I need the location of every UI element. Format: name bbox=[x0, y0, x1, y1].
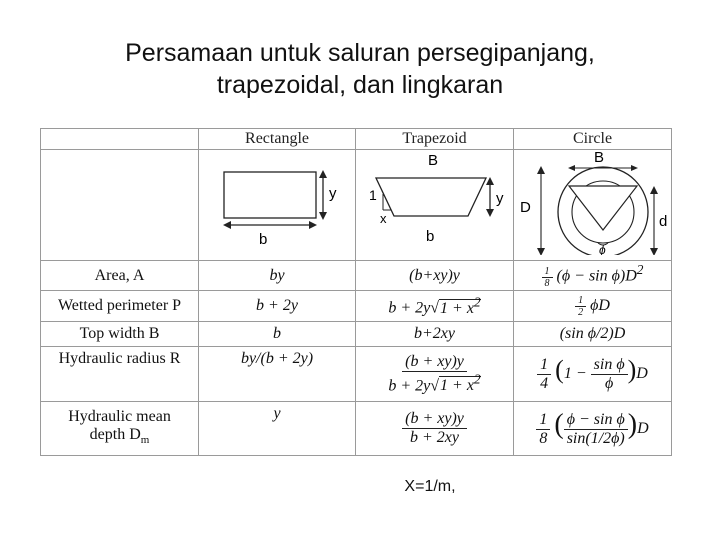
top-rectangle: b bbox=[199, 322, 356, 347]
circ-D-arrowhead-top bbox=[537, 166, 545, 174]
hm-trapezoid bbox=[356, 402, 514, 456]
header-rectangle: Rectangle bbox=[199, 129, 356, 150]
header-trapezoid: Trapezoid bbox=[356, 129, 514, 150]
row-label-perimeter: Wetted perimeter P bbox=[41, 291, 199, 322]
area-circ-num: 1 bbox=[542, 266, 553, 278]
perim-trap-lhs: b + 2y bbox=[388, 299, 431, 317]
rectangle-diagram-cell bbox=[199, 150, 356, 261]
hm-circ-fd: sin(1/2ϕ) bbox=[566, 429, 625, 447]
shape-row bbox=[41, 150, 672, 261]
row-hydraulic-radius bbox=[41, 347, 672, 402]
trap-x-label: x bbox=[380, 211, 387, 226]
row-area bbox=[41, 261, 672, 291]
rect-b-label: b bbox=[259, 231, 268, 248]
hm-label-line1: Hydraulic mean bbox=[68, 407, 171, 425]
hr-trap-num: (b + xy)y bbox=[402, 353, 467, 372]
circ-phi-label: ϕ bbox=[599, 243, 606, 255]
trap-y-label: y bbox=[496, 190, 504, 207]
trap-y-arrowhead-bottom bbox=[486, 209, 494, 217]
hm-label-line2: depth D bbox=[89, 425, 141, 443]
top-circle: (sin ϕ/2)D bbox=[514, 322, 672, 347]
circ-B-arrowhead-left bbox=[568, 165, 575, 171]
rect-b-arrowhead-left bbox=[223, 221, 231, 229]
perim-circle bbox=[514, 291, 672, 322]
circ-B-arrowhead-right bbox=[631, 165, 638, 171]
hr-circ-den: 4 bbox=[540, 374, 549, 392]
hm-circle: $\frac{1}{8}$ ( $\frac{\text{ϕ − sin ϕ}}{\sin(1/2\phi)}$ )D bbox=[514, 402, 672, 456]
perim-trapezoid: $b + 2y√1 + x^2$ bbox=[356, 291, 514, 322]
shape-empty bbox=[41, 150, 199, 261]
trap-B-label: B bbox=[428, 152, 439, 169]
trap-1-label: 1 bbox=[369, 187, 377, 203]
rect-y-arrowhead-top bbox=[319, 170, 327, 178]
row-label-top-width: Top width B bbox=[41, 322, 199, 347]
hr-trap-den-lhs: b + 2y bbox=[388, 377, 431, 395]
hr-rectangle: by/(b + 2y) bbox=[199, 347, 356, 402]
hm-circ-den: 8 bbox=[539, 429, 548, 447]
circ-D-label: D bbox=[520, 199, 531, 216]
row-top-width bbox=[41, 322, 672, 347]
rect-y-label: y bbox=[329, 185, 337, 202]
circ-B-label: B bbox=[594, 150, 605, 166]
circ-D-arrowhead-bottom bbox=[537, 248, 545, 255]
trapezoid-diagram-cell bbox=[356, 150, 514, 261]
hr-trapezoid: $\frac{(b + xy)y}{b + 2y√1 + x^2}$ bbox=[356, 347, 514, 402]
rect-y-arrowhead-bottom bbox=[319, 212, 327, 220]
perim-trap-exp: 2 bbox=[473, 294, 481, 310]
perim-rectangle: b + 2y bbox=[199, 291, 356, 322]
hm-circ-num: 1 bbox=[536, 411, 550, 430]
header-empty bbox=[41, 129, 199, 150]
header-row bbox=[41, 129, 672, 150]
row-hydraulic-mean-depth bbox=[41, 402, 672, 456]
hr-circ-fd: ϕ bbox=[604, 374, 614, 392]
perim-circ-body: ϕD bbox=[590, 296, 610, 314]
hr-circ-num: 1 bbox=[537, 356, 551, 375]
hr-circ-mid: 1 − bbox=[563, 365, 587, 383]
hr-circle: $\frac{1}{4}$ (1 − $\frac{\text{sin ϕ}}{\phi}$ )D bbox=[514, 347, 672, 402]
hm-circ-tail: D bbox=[637, 420, 649, 438]
circle-diagram-cell bbox=[514, 150, 672, 261]
trap-y-arrowhead-top bbox=[486, 177, 494, 185]
hm-rectangle: y bbox=[199, 402, 356, 456]
equations-table bbox=[40, 128, 672, 456]
area-trapezoid: (b+xy)y bbox=[356, 261, 514, 291]
trapezoid-shape bbox=[376, 178, 486, 216]
row-label-hydraulic-radius: Hydraulic radius R bbox=[41, 347, 199, 402]
hm-trap-den: b + 2xy bbox=[409, 429, 459, 446]
top-trapezoid: b+2xy bbox=[356, 322, 514, 347]
perim-circ-den: 2 bbox=[578, 306, 584, 318]
area-rectangle: by bbox=[199, 261, 356, 291]
hm-label-sub: m bbox=[140, 434, 150, 447]
page-title-line-2: trapezoidal, dan lingkaran bbox=[216, 71, 504, 99]
header-circle: Circle bbox=[514, 129, 672, 150]
trap-b-label: b bbox=[426, 228, 435, 245]
row-perimeter bbox=[41, 291, 672, 322]
hm-trap-num: (b + xy)y bbox=[402, 410, 467, 429]
perim-trap-rad: 1 + x bbox=[440, 299, 474, 317]
rect-b-arrowhead-right bbox=[309, 221, 317, 229]
page-title-line-1: Persamaan untuk saluran persegipanjang, bbox=[125, 39, 595, 67]
circle-diagram bbox=[514, 150, 672, 255]
perim-circ-num: 1 bbox=[575, 295, 586, 307]
hr-trap-den-exp: 2 bbox=[473, 371, 481, 387]
area-circ-body: (ϕ − sin ϕ)D bbox=[556, 267, 637, 285]
row-label-area: Area, A bbox=[41, 261, 199, 291]
area-circ-den: 8 bbox=[544, 277, 550, 289]
hr-trap-den-rad: 1 + x bbox=[440, 377, 474, 395]
circ-d-arrowhead-top bbox=[650, 186, 658, 194]
rectangle-shape bbox=[224, 172, 316, 218]
circ-d-arrowhead-bottom bbox=[650, 248, 658, 255]
hr-circ-fn: sin ϕ bbox=[591, 356, 628, 375]
circ-d-label: d bbox=[659, 213, 668, 230]
area-circle bbox=[514, 261, 672, 291]
trapezoid-diagram bbox=[356, 150, 514, 255]
footnote: X=1/m, bbox=[404, 478, 456, 495]
circle-wedge bbox=[569, 186, 637, 230]
area-circ-exp: 2 bbox=[636, 262, 644, 278]
hr-circ-tail: D bbox=[636, 365, 648, 383]
rectangle-diagram bbox=[199, 150, 356, 255]
hm-circ-fn: ϕ − sin ϕ bbox=[564, 411, 628, 430]
row-label-hydraulic-mean-depth bbox=[41, 402, 199, 456]
